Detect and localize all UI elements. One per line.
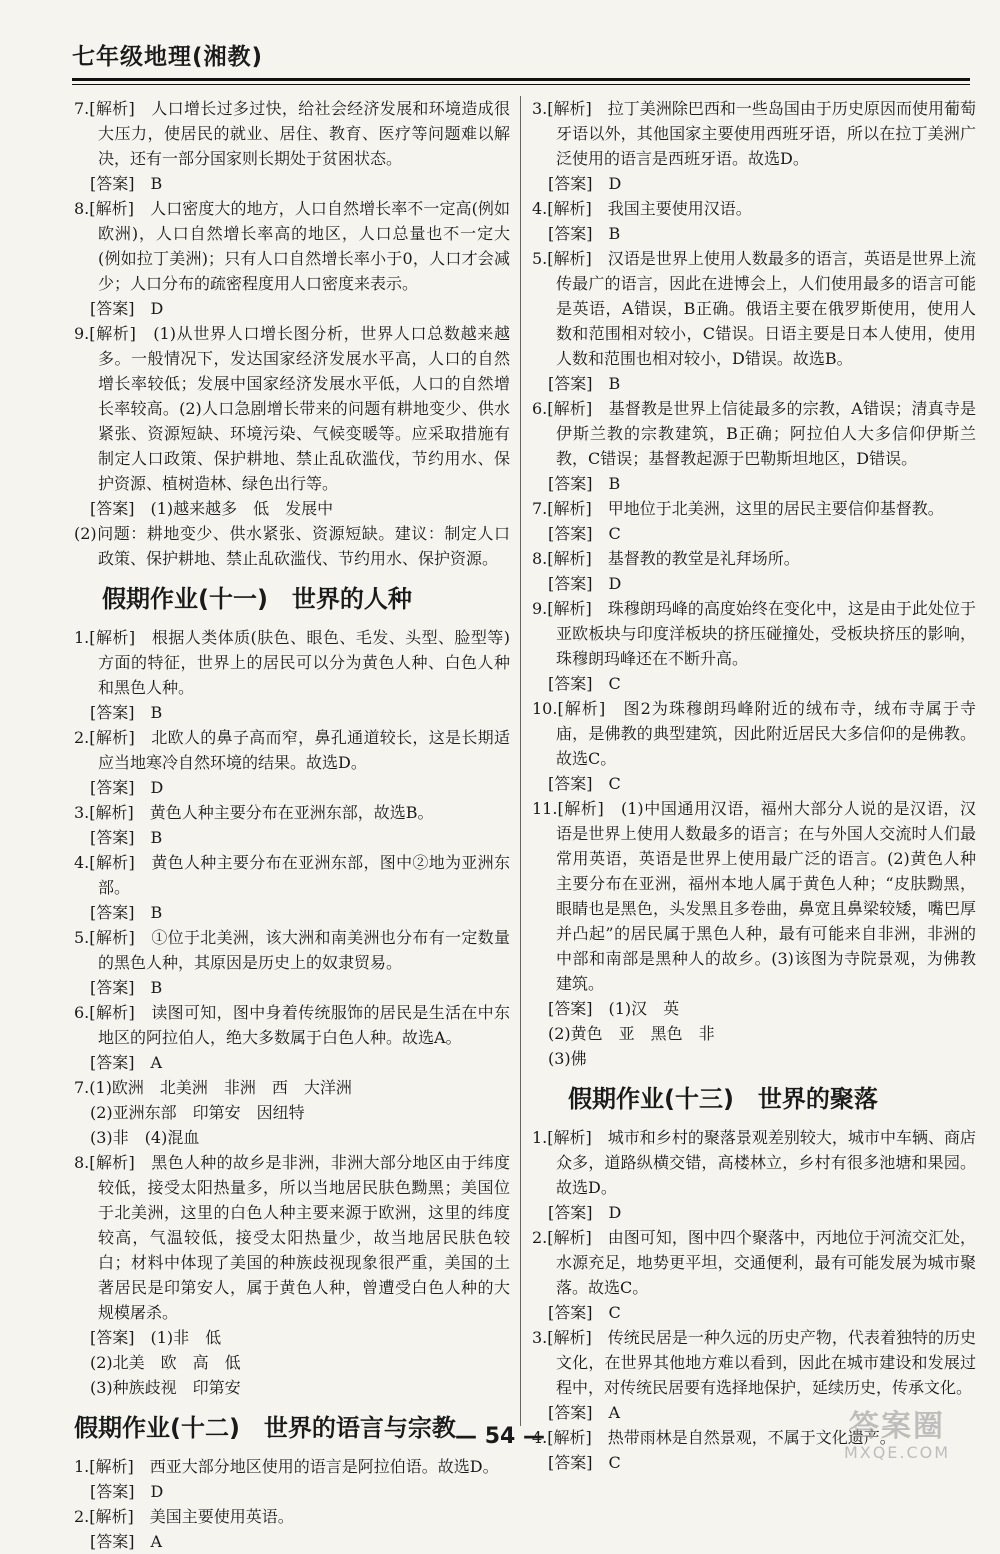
answer-key: [答案] D xyxy=(548,574,622,593)
answer-key: [答案] B xyxy=(548,474,621,493)
answer-explanation: 7.[解析] 人口增长过多过快，给社会经济发展和环境造成很大压力，使居民的就业、居住、教育、医疗等问题难以解决，还有一部分国家则长期处于贫困状态。 xyxy=(74,99,510,168)
answer-text: (3)佛 xyxy=(548,1049,587,1068)
answer-key: [答案] (1)汉 英 xyxy=(548,999,680,1018)
answer-explanation: 6.[解析] 基督教是世界上信徒最多的宗教，A错误；清真寺是伊斯兰教的宗教建筑，B正确；阿拉伯人大多信仰伊斯兰教，C错误；基督教起源于巴勒斯坦地区，D错误。 xyxy=(532,399,976,468)
left-column xyxy=(74,96,510,1554)
answer-explanation: 3.[解析] 黄色人种主要分布在亚洲东部，故选B。 xyxy=(74,803,434,822)
answer-explanation: 1.[解析] 西亚大部分地区使用的语言是阿拉伯语。故选D。 xyxy=(74,1457,499,1476)
right-column xyxy=(532,96,976,1475)
header-title: 七年级地理(湘教) xyxy=(72,44,264,70)
answer-text: (2)亚洲东部 印第安 因纽特 xyxy=(90,1103,305,1122)
answer-explanation: 3.[解析] 拉丁美洲除巴西和一些岛国由于历史原因而使用葡萄牙语以外，其他国家主要使用西班牙语，所以在拉丁美洲广泛使用的语言是西班牙语。故选D。 xyxy=(532,99,976,168)
answer-key: [答案] C xyxy=(548,1303,621,1322)
answer-explanation: 9.[解析] (1)从世界人口增长图分析，世界人口总数越来越多。一般情况下，发达国家经济发展水平高，人口的自然增长率较低；发展中国家经济发展水平低，人口的自然增长率较高。(2)人口急剧增长带来的问题有耕地变少、供水紧张、资源短缺、环境污染、气候变暖等。应采取措施有制定人口政策、保护耕地、禁止乱砍滥伐，节约用水、保护资源、植树造林、绿色出行等。 xyxy=(74,324,510,493)
answer-text: (2)问题：耕地变少、供水紧张、资源短缺。建议：制定人口政策、保护耕地、禁止乱砍滥伐、节约用水、保护资源。 xyxy=(74,524,510,568)
answer-key: [答案] B xyxy=(90,174,163,193)
answer-explanation: 2.[解析] 北欧人的鼻子高而窄，鼻孔通道较长，这是长期适应当地寒冷自然环境的结果。故选D。 xyxy=(74,728,510,772)
column-divider xyxy=(520,96,521,1426)
answer-key: [答案] C xyxy=(548,674,621,693)
header-rule-thin xyxy=(72,84,970,85)
answer-key: [答案] D xyxy=(548,174,622,193)
answer-key: [答案] B xyxy=(90,703,163,722)
watermark-logo xyxy=(812,1410,982,1468)
page-header xyxy=(72,38,970,71)
answer-explanation: 8.[解析] 黑色人种的故乡是非洲，非洲大部分地区由于纬度较低，接受太阳热量多，所以当地居民肤色黝黑；美国位于北美洲，这里的白色人种主要来源于欧洲，这里的纬度较高，气温较低，接受太阳热量少，故当地居民肤色较白；材料中体现了美国的种族歧视现象很严重，美国的土著居民是印第安人，属于黄色人种，曾遭受白色人种的大规模屠杀。 xyxy=(74,1153,510,1322)
answer-key: [答案] (1)非 低 xyxy=(90,1328,222,1347)
answer-explanation: 10.[解析] 图2为珠穆朗玛峰附近的绒布寺，绒布寺属于寺庙，是佛教的典型建筑，因此附近居民大多信仰的是佛教。故选C。 xyxy=(532,699,976,768)
answer-explanation: 6.[解析] 读图可知，图中身着传统服饰的居民是生活在中东地区的阿拉伯人，绝大多数属于白色人种。故选A。 xyxy=(74,1003,510,1047)
answer-text: (2)黄色 亚 黑色 非 xyxy=(548,1024,715,1043)
answer-key: [答案] B xyxy=(90,903,163,922)
answer-key: [答案] A xyxy=(90,1053,163,1072)
answer-explanation: 5.[解析] ①位于北美洲，该大洲和南美洲也分布有一定数量的黑色人种，其原因是历史上的奴隶贸易。 xyxy=(74,928,510,972)
section-title-13: 假期作业(十三) 世界的聚落 xyxy=(568,1085,878,1113)
answer-explanation: 2.[解析] 由图可知，图中四个聚落中，丙地位于河流交汇处，水源充足，地势更平坦，交通便利，最有可能发展为城市聚落。故选C。 xyxy=(532,1228,976,1297)
answer-key: [答案] B xyxy=(548,224,621,243)
answer-explanation: 8.[解析] 人口密度大的地方，人口自然增长率不一定高(例如欧洲)，人口自然增长率高的地区，人口总量也不一定大(例如拉丁美洲)；只有人口自然增长率小于0，人口才会减少；人口分布的疏密程度用人口密度来表示。 xyxy=(74,199,510,293)
answer-key: [答案] B xyxy=(548,374,621,393)
answer-explanation: 4.[解析] 黄色人种主要分布在亚洲东部，图中②地为亚洲东部。 xyxy=(74,853,510,897)
answer-key: [答案] B xyxy=(90,978,163,997)
answer-key: [答案] (1)越来越多 低 发展中 xyxy=(90,499,334,518)
page-number: — 54 — xyxy=(455,1424,545,1449)
answer-text: (3)非 (4)混血 xyxy=(90,1128,200,1147)
answer-key: [答案] D xyxy=(90,299,164,318)
answer-text: 7.(1)欧洲 北美洲 非洲 西 大洋洲 xyxy=(74,1078,352,1097)
answer-key: [答案] D xyxy=(548,1203,622,1222)
section-title-11: 假期作业(十一) 世界的人种 xyxy=(102,585,412,613)
watermark-url: MXQE.COM xyxy=(843,1443,951,1462)
answer-key: [答案] C xyxy=(548,524,621,543)
answer-explanation: 5.[解析] 汉语是世界上使用人数最多的语言，英语是世界上流传最广的语言，因此在进博会上，人们使用最多的语言可能是英语，A错误，B正确。俄语主要在俄罗斯使用，使用人数和范围相对较小，C错误。日语主要是日本人使用，使用人数和范围也相对较小，D错误。故选B。 xyxy=(532,249,976,368)
answer-explanation: 11.[解析] (1)中国通用汉语，福州大部分人说的是汉语，汉语是世界上使用人数最多的语言；在与外国人交流时人们最常用英语，英语是世界上使用最广泛的语言。(2)黄色人种主要分布在亚洲，福州本地人属于黄色人种；“皮肤黝黑，眼睛也是黑色，头发黑且多卷曲，鼻宽且鼻梁较矮，嘴巴厚并凸起”的居民属于黑色人种，最有可能来自非洲，非洲的中部和南部是黑种人的故乡。(3)该图为寺院景观，为佛教建筑。 xyxy=(532,799,976,993)
answer-text: (2)北美 欧 高 低 xyxy=(90,1353,241,1372)
answer-explanation: 9.[解析] 珠穆朗玛峰的高度始终在变化中，这是由于此处位于亚欧板块与印度洋板块的挤压碰撞处，受板块挤压的影响，珠穆朗玛峰还在不断升高。 xyxy=(532,599,976,668)
answer-text: (3)种族歧视 印第安 xyxy=(90,1378,241,1397)
answer-key: [答案] B xyxy=(90,828,163,847)
section-title-12: 假期作业(十二) 世界的语言与宗教 xyxy=(74,1414,456,1442)
answer-key: [答案] C xyxy=(548,774,621,793)
answer-key: [答案] D xyxy=(90,778,164,797)
answer-explanation: 8.[解析] 基督教的教堂是礼拜场所。 xyxy=(532,549,800,568)
answer-explanation: 4.[解析] 热带雨林是自然景观，不属于文化遗产。 xyxy=(532,1428,896,1447)
answer-explanation: 1.[解析] 根据人类体质(肤色、眼色、毛发、头型、脸型等)方面的特征，世界上的居民可以分为黄色人种、白色人种和黑色人种。 xyxy=(74,628,510,697)
answer-explanation: 2.[解析] 美国主要使用英语。 xyxy=(74,1507,294,1526)
answer-explanation: 4.[解析] 我国主要使用汉语。 xyxy=(532,199,752,218)
answer-key: [答案] A xyxy=(90,1532,163,1551)
answer-explanation: 7.[解析] 甲地位于北美洲，这里的居民主要信仰基督教。 xyxy=(532,499,944,518)
answer-explanation: 3.[解析] 传统民居是一种久远的历史产物，代表着独特的历史文化，在世界其他地方难以看到，因此在城市建设和发展过程中，对传统民居要有选择地保护，延续历史，传承文化。 xyxy=(532,1328,976,1397)
answer-key: [答案] C xyxy=(548,1453,621,1472)
answer-key: [答案] A xyxy=(548,1403,621,1422)
header-rule-thick xyxy=(72,78,970,81)
answer-explanation: 1.[解析] 城市和乡村的聚落景观差别较大，城市中车辆、商店众多，道路纵横交错，高楼林立，乡村有很多池塘和果园。故选D。 xyxy=(532,1128,976,1197)
answer-key: [答案] D xyxy=(90,1482,164,1501)
watermark-text: 答案圈 xyxy=(849,1409,945,1444)
